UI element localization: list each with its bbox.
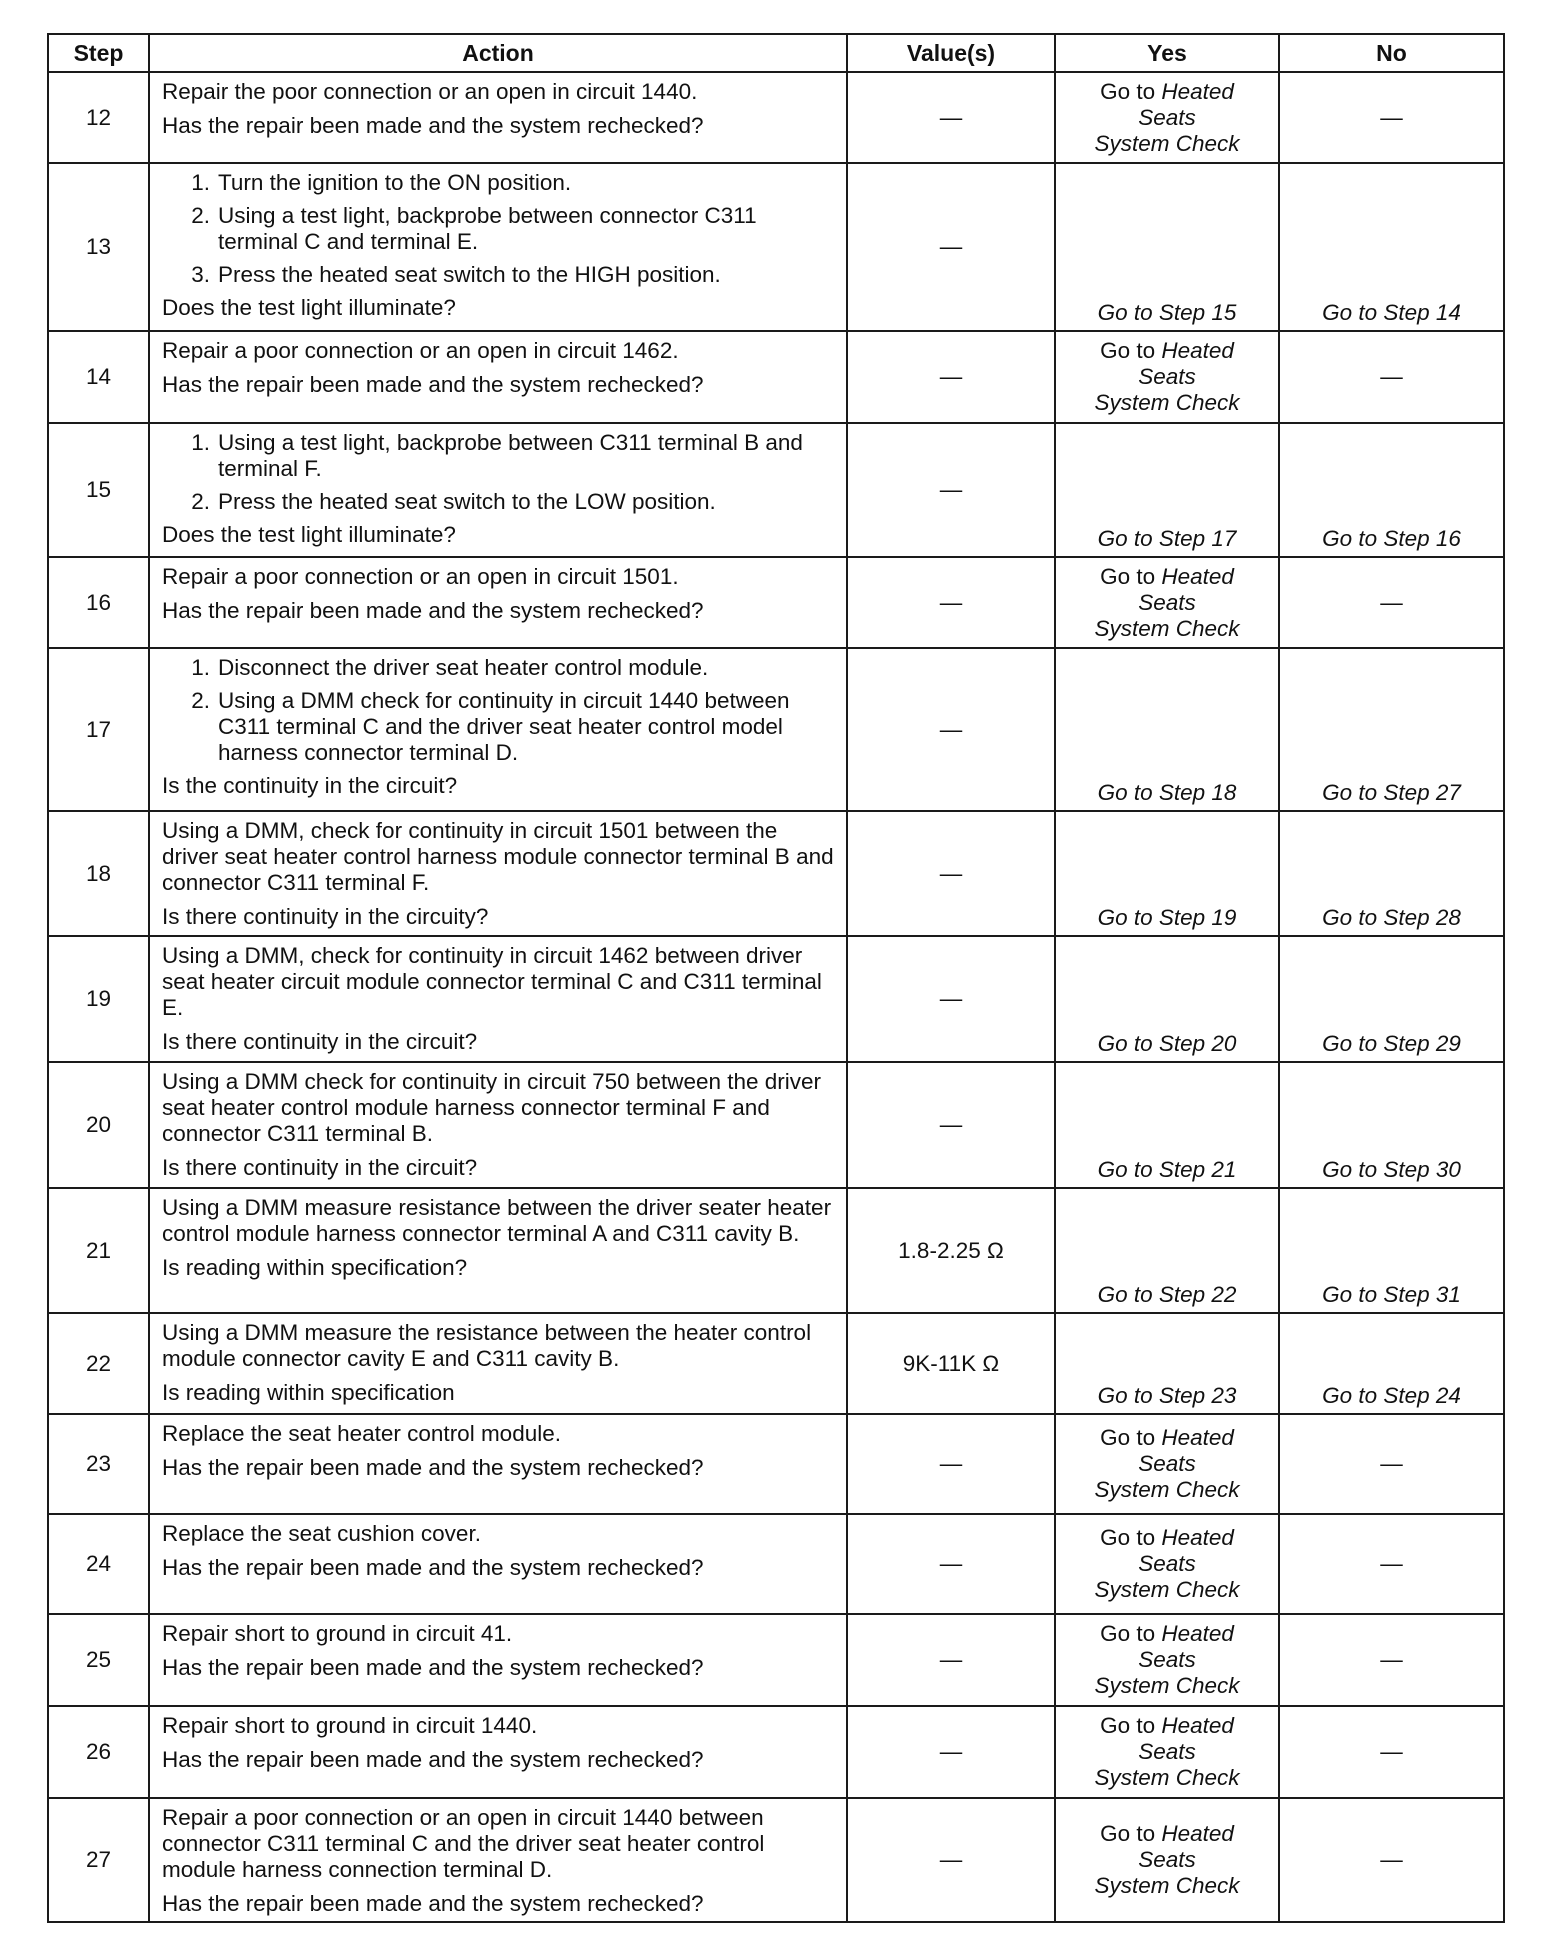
action-step-number: 2. <box>191 688 210 713</box>
table-row <box>48 1706 1504 1798</box>
value-cell: — <box>847 423 1055 557</box>
action-cell <box>149 811 847 936</box>
value-cell: — <box>847 1062 1055 1188</box>
action-cell <box>149 423 847 557</box>
no-cell <box>1279 1188 1504 1313</box>
action-cell <box>149 1313 847 1414</box>
goto-line-2: Seats <box>1138 364 1196 389</box>
goto-step-link[interactable]: Go to Step 21 <box>1097 1157 1237 1182</box>
value-cell: — <box>847 163 1055 331</box>
no-action-dash: — <box>1380 1551 1403 1576</box>
goto-target-word: Heated <box>1161 1425 1234 1450</box>
goto-step-link[interactable]: Go to Step 30 <box>1322 1157 1461 1182</box>
action-step-item <box>162 430 838 482</box>
goto-prefix: Go to <box>1100 1425 1156 1450</box>
goto-step-link[interactable]: Go to Step 17 <box>1097 526 1237 551</box>
action-step-item <box>162 262 838 288</box>
goto-target-word: Heated <box>1161 338 1234 363</box>
step-number: 22 <box>48 1313 149 1414</box>
table-row <box>48 1414 1504 1514</box>
action-question: Is there continuity in the circuit? <box>162 1029 478 1054</box>
goto-step-link[interactable]: Go to Step 14 <box>1322 300 1461 325</box>
step-number: 23 <box>48 1414 149 1514</box>
action-step-text: Using a test light, backprobe between connector C311 terminal C and terminal E. <box>218 203 757 254</box>
action-question: Has the repair been made and the system rechecked? <box>162 1747 704 1772</box>
action-question: Does the test light illuminate? <box>162 295 456 320</box>
goto-line-2: Seats <box>1138 104 1196 130</box>
action-cell <box>149 1414 847 1514</box>
goto-line-3: System Check <box>1094 130 1240 156</box>
goto-target-word: Heated <box>1161 1621 1234 1646</box>
goto-step-link[interactable]: Go to Step 22 <box>1097 1282 1237 1307</box>
value-cell: — <box>847 1514 1055 1614</box>
yes-cell <box>1055 1798 1279 1922</box>
action-text: Repair a poor connection or an open in circuit 1462. <box>162 338 679 363</box>
goto-step-link[interactable]: Go to Step 24 <box>1322 1383 1461 1408</box>
no-action-dash: — <box>1380 104 1403 130</box>
step-number: 16 <box>48 557 149 648</box>
action-question: Has the repair been made and the system rechecked? <box>162 598 704 623</box>
action-text: Using a DMM check for continuity in circuit 750 between the driver seat heater control module harness connector terminal F and connector C311 terminal B. <box>162 1069 822 1146</box>
goto-line-3: System Check <box>1094 1477 1240 1502</box>
action-text: Using a DMM, check for continuity in circuit 1501 between the driver seat heater control harness module connector terminal B and connector C311 terminal F. <box>162 818 834 895</box>
goto-heated-seats-link[interactable] <box>1056 1713 1278 1791</box>
action-cell <box>149 1798 847 1922</box>
no-action-dash: — <box>1380 1451 1403 1476</box>
goto-step-link[interactable]: Go to Step 20 <box>1097 1031 1237 1056</box>
action-step-number: 2. <box>191 203 210 228</box>
value-cell: — <box>847 936 1055 1062</box>
goto-line-2: Seats <box>1138 1451 1196 1476</box>
header-step: Step <box>48 34 149 72</box>
table-body <box>48 72 1504 1922</box>
no-cell <box>1279 557 1504 648</box>
action-step-number: 3. <box>191 262 210 287</box>
yes-cell <box>1055 1313 1279 1414</box>
table-row <box>48 1614 1504 1706</box>
yes-cell <box>1055 811 1279 936</box>
action-text: Repair short to ground in circuit 1440. <box>162 1713 538 1738</box>
goto-prefix: Go to <box>1100 1525 1156 1550</box>
header-values: Value(s) <box>847 34 1055 72</box>
goto-step-link[interactable]: Go to Step 18 <box>1097 780 1237 805</box>
step-number: 14 <box>48 331 149 423</box>
no-cell <box>1279 1062 1504 1188</box>
action-cell <box>149 72 847 163</box>
yes-cell <box>1055 331 1279 423</box>
yes-cell <box>1055 936 1279 1062</box>
no-cell <box>1279 423 1504 557</box>
no-cell <box>1279 1614 1504 1706</box>
goto-prefix: Go to <box>1100 1621 1156 1646</box>
table-row <box>48 423 1504 557</box>
table-row <box>48 811 1504 936</box>
table-row <box>48 1514 1504 1614</box>
action-step-item <box>162 688 838 766</box>
no-cell <box>1279 1706 1504 1798</box>
action-cell <box>149 331 847 423</box>
goto-line-2: Seats <box>1138 1551 1196 1576</box>
action-question: Has the repair been made and the system rechecked? <box>162 1891 704 1916</box>
yes-cell <box>1055 72 1279 163</box>
goto-line-1 <box>1056 564 1278 590</box>
step-number: 12 <box>48 72 149 163</box>
table-row <box>48 1798 1504 1922</box>
action-step-item <box>162 655 838 681</box>
step-number: 17 <box>48 648 149 811</box>
yes-cell <box>1055 1414 1279 1514</box>
yes-cell <box>1055 1188 1279 1313</box>
action-question: Is reading within specification <box>162 1380 455 1405</box>
action-step-text: Using a test light, backprobe between C311 terminal B and terminal F. <box>218 430 803 481</box>
action-cell <box>149 1188 847 1313</box>
goto-step-link[interactable]: Go to Step 27 <box>1322 780 1461 805</box>
action-question: Does the test light illuminate? <box>162 522 456 547</box>
no-cell <box>1279 72 1504 163</box>
value-cell: — <box>847 557 1055 648</box>
action-text: Using a DMM, check for continuity in circuit 1462 between driver seat heater circuit module connector terminal C and C311 terminal E. <box>162 943 822 1020</box>
action-text: Replace the seat heater control module. <box>162 1421 561 1446</box>
goto-prefix: Go to <box>1100 563 1156 589</box>
goto-step-link[interactable]: Go to Step 28 <box>1322 905 1461 930</box>
yes-cell <box>1055 557 1279 648</box>
goto-prefix: Go to <box>1100 1713 1156 1738</box>
goto-target-word: Heated <box>1161 1821 1234 1846</box>
yes-cell <box>1055 1706 1279 1798</box>
goto-line-1 <box>1056 1525 1278 1551</box>
no-action-dash: — <box>1380 1647 1403 1672</box>
goto-line-1 <box>1056 1621 1278 1647</box>
value-cell: — <box>847 648 1055 811</box>
table-row <box>48 1313 1504 1414</box>
goto-heated-seats-link[interactable] <box>1056 564 1278 642</box>
goto-line-3: System Check <box>1094 1577 1240 1602</box>
goto-step-link[interactable]: Go to Step 16 <box>1322 526 1461 551</box>
value-cell: — <box>847 72 1055 163</box>
yes-cell <box>1055 163 1279 331</box>
goto-step-link[interactable]: Go to Step 23 <box>1097 1383 1237 1408</box>
action-step-text: Press the heated seat switch to the HIGH position. <box>218 262 721 287</box>
action-cell <box>149 1706 847 1798</box>
action-text: Repair the poor connection or an open in circuit 1440. <box>162 79 698 104</box>
step-number: 27 <box>48 1798 149 1922</box>
action-question: Is there continuity in the circuit? <box>162 1155 478 1180</box>
action-text: Using a DMM measure the resistance between the heater control module connector cavity E and C311 cavity B. <box>162 1320 812 1371</box>
goto-step-link[interactable]: Go to Step 29 <box>1322 1031 1461 1056</box>
value-cell: — <box>847 1414 1055 1514</box>
goto-target-word: Heated <box>1161 563 1234 589</box>
action-text: Replace the seat cushion cover. <box>162 1521 481 1546</box>
no-cell <box>1279 1514 1504 1614</box>
goto-step-link[interactable]: Go to Step 31 <box>1322 1282 1461 1307</box>
step-number: 18 <box>48 811 149 936</box>
goto-line-1 <box>1056 79 1278 105</box>
goto-heated-seats-link[interactable] <box>1056 338 1278 416</box>
goto-prefix: Go to <box>1100 338 1156 363</box>
header-yes: Yes <box>1055 34 1279 72</box>
step-number: 26 <box>48 1706 149 1798</box>
action-question: Is the continuity in the circuit? <box>162 773 458 798</box>
goto-line-1 <box>1056 338 1278 364</box>
step-number: 13 <box>48 163 149 331</box>
action-text: Using a DMM measure resistance between the driver seater heater control module harness connector terminal A and C311 cavity B. <box>162 1195 832 1246</box>
action-cell <box>149 1614 847 1706</box>
goto-heated-seats-link[interactable] <box>1056 1425 1278 1503</box>
goto-line-3: System Check <box>1094 615 1240 641</box>
table-row <box>48 936 1504 1062</box>
table-row <box>48 1062 1504 1188</box>
step-number: 25 <box>48 1614 149 1706</box>
action-question: Is reading within specification? <box>162 1255 468 1280</box>
no-cell <box>1279 1798 1504 1922</box>
yes-cell <box>1055 1514 1279 1614</box>
value-cell: — <box>847 1614 1055 1706</box>
action-question: Has the repair been made and the system rechecked? <box>162 113 704 138</box>
goto-heated-seats-link[interactable] <box>1056 79 1278 157</box>
value-cell: — <box>847 331 1055 423</box>
goto-target-word: Heated <box>1161 1525 1234 1550</box>
table-row <box>48 557 1504 648</box>
value-cell: — <box>847 1798 1055 1922</box>
step-number: 24 <box>48 1514 149 1614</box>
step-number: 15 <box>48 423 149 557</box>
table-row <box>48 72 1504 163</box>
action-steps-list <box>162 430 838 515</box>
action-step-number: 1. <box>191 430 210 455</box>
action-step-item <box>162 203 838 255</box>
yes-cell <box>1055 1062 1279 1188</box>
goto-line-3: System Check <box>1094 1873 1240 1898</box>
value-cell: 1.8-2.25 Ω <box>847 1188 1055 1313</box>
yes-cell <box>1055 648 1279 811</box>
table-row <box>48 648 1504 811</box>
action-cell <box>149 163 847 331</box>
goto-target-word: Heated <box>1161 78 1234 104</box>
goto-step-link[interactable]: Go to Step 19 <box>1097 905 1237 930</box>
action-question: Has the repair been made and the system rechecked? <box>162 1655 704 1680</box>
action-text: Repair short to ground in circuit 41. <box>162 1621 513 1646</box>
no-action-dash: — <box>1380 1739 1403 1764</box>
header-no: No <box>1279 34 1504 72</box>
action-step-item <box>162 489 838 515</box>
action-step-number: 2. <box>191 489 210 514</box>
no-action-dash: — <box>1380 364 1403 389</box>
action-step-number: 1. <box>191 655 210 680</box>
action-step-item <box>162 170 838 196</box>
step-number: 21 <box>48 1188 149 1313</box>
goto-line-3: System Check <box>1094 1673 1240 1698</box>
action-text: Repair a poor connection or an open in circuit 1501. <box>162 564 679 589</box>
no-cell <box>1279 936 1504 1062</box>
goto-heated-seats-link[interactable] <box>1056 1821 1278 1899</box>
goto-line-3: System Check <box>1094 390 1240 415</box>
goto-target-word: Heated <box>1161 1713 1234 1738</box>
goto-line-2: Seats <box>1138 1647 1196 1672</box>
action-steps-list <box>162 170 838 288</box>
goto-line-1 <box>1056 1821 1278 1847</box>
header-row <box>48 34 1504 72</box>
step-number: 20 <box>48 1062 149 1188</box>
value-cell: 9K-11K Ω <box>847 1313 1055 1414</box>
action-question: Is there continuity in the circuity? <box>162 904 489 929</box>
action-cell <box>149 557 847 648</box>
table-row <box>48 331 1504 423</box>
action-cell <box>149 936 847 1062</box>
yes-cell <box>1055 1614 1279 1706</box>
goto-line-2: Seats <box>1138 589 1196 615</box>
action-step-text: Using a DMM check for continuity in circuit 1440 between C311 terminal C and the driver seat heater control model harness connector terminal D. <box>218 688 790 765</box>
action-question: Has the repair been made and the system rechecked? <box>162 1555 704 1580</box>
goto-prefix: Go to <box>1100 78 1156 104</box>
action-step-text: Press the heated seat switch to the LOW position. <box>218 489 716 514</box>
goto-step-link[interactable]: Go to Step 15 <box>1097 300 1237 325</box>
no-cell <box>1279 1414 1504 1514</box>
goto-heated-seats-link[interactable] <box>1056 1621 1278 1699</box>
action-cell <box>149 1062 847 1188</box>
action-question: Has the repair been made and the system rechecked? <box>162 1455 704 1480</box>
action-step-text: Disconnect the driver seat heater control module. <box>218 655 709 680</box>
no-cell <box>1279 163 1504 331</box>
no-cell <box>1279 648 1504 811</box>
goto-line-2: Seats <box>1138 1739 1196 1764</box>
goto-heated-seats-link[interactable] <box>1056 1525 1278 1603</box>
goto-line-1 <box>1056 1713 1278 1739</box>
goto-line-2: Seats <box>1138 1847 1196 1872</box>
goto-line-1 <box>1056 1425 1278 1451</box>
value-cell: — <box>847 1706 1055 1798</box>
no-cell <box>1279 1313 1504 1414</box>
action-cell <box>149 648 847 811</box>
yes-cell <box>1055 423 1279 557</box>
table-row <box>48 1188 1504 1313</box>
action-cell <box>149 1514 847 1614</box>
action-question: Has the repair been made and the system rechecked? <box>162 372 704 397</box>
no-cell <box>1279 331 1504 423</box>
header-action: Action <box>149 34 847 72</box>
table-row <box>48 163 1504 331</box>
goto-line-3: System Check <box>1094 1765 1240 1790</box>
no-action-dash: — <box>1380 589 1403 615</box>
action-text: Repair a poor connection or an open in circuit 1440 between connector C311 terminal C and the driver seat heater control module harness connection terminal D. <box>162 1805 765 1882</box>
no-action-dash: — <box>1380 1847 1403 1872</box>
step-number: 19 <box>48 936 149 1062</box>
diagnostic-table <box>47 33 1505 1923</box>
action-steps-list <box>162 655 838 766</box>
action-step-number: 1. <box>191 170 210 195</box>
action-step-text: Turn the ignition to the ON position. <box>218 170 572 195</box>
goto-prefix: Go to <box>1100 1821 1156 1846</box>
value-cell: — <box>847 811 1055 936</box>
no-cell <box>1279 811 1504 936</box>
